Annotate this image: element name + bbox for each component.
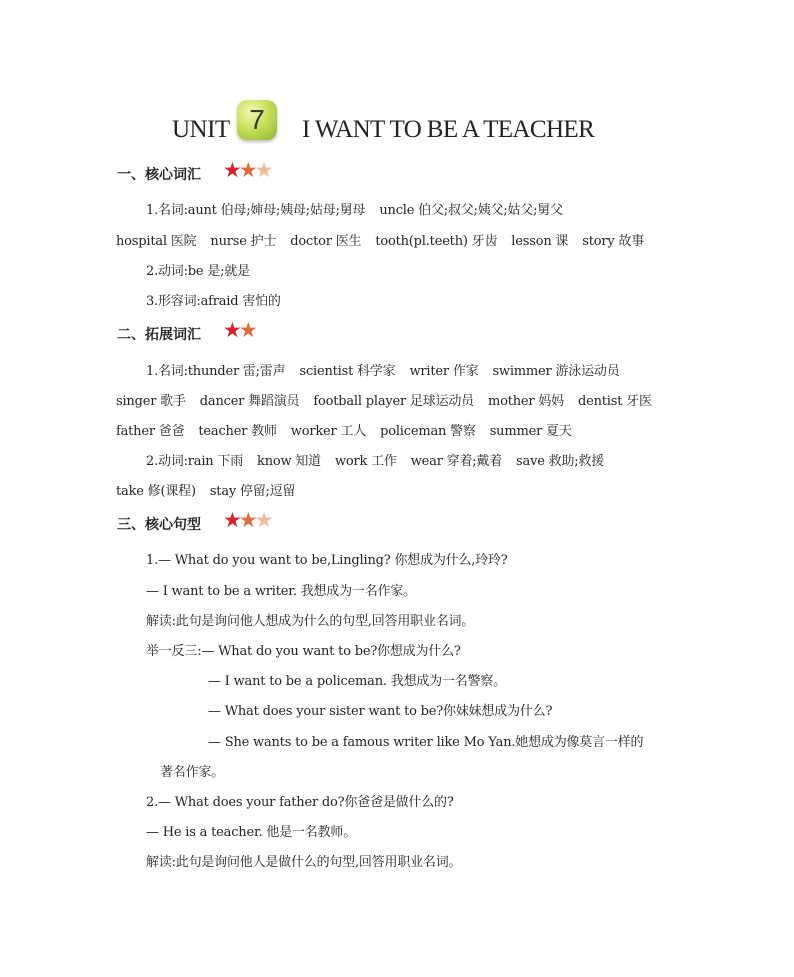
star-icon: ★ [254,508,274,532]
difficulty-stars [223,158,274,182]
sentence-line: 2.— What does your father do?你爸爸是做什么的? [146,795,454,810]
unit-number-badge: 7 [237,100,277,140]
text-line: 2.动词:be 是;就是 [146,264,250,279]
sentence-line: 1.— What do you want to be,Lingling? 你想成为什么,玲玲? [146,553,508,568]
sentence-line: — I want to be a policeman. 我想成为一名警察。 [208,674,506,689]
section-heading: 三、核心句型 [117,517,201,533]
star-icon: ★ [254,158,274,182]
sentence-line: — He is a teacher. 他是一名教师。 [146,825,357,840]
sentence-line: 解读:此句是询问他人想成为什么的句型,回答用职业名词。 [146,614,475,629]
text-line: 2.动词:rain 下雨 know 知道 work 工作 wear 穿着;戴着 save 救助;救援 [146,454,605,469]
text-line: father 爸爸 teacher 教师 worker 工人 policeman 警察 summer 夏天 [116,424,572,439]
unit-title [0,100,794,150]
sentence-line: 著名作家。 [160,765,225,780]
unit-name: I WANT TO BE A TEACHER [302,116,595,143]
text-line: 1.名词:thunder 雷;雷声 scientist 科学家 writer 作家 swimmer 游泳运动员 [146,364,620,379]
text-line: take 修(课程) stay 停留;逗留 [116,484,296,499]
difficulty-stars [223,508,274,532]
star-icon: ★ [223,158,242,182]
section-heading: 二、拓展词汇 [117,327,201,343]
unit-label: UNIT [172,116,230,143]
sentence-line: 举一反三:— What do you want to be?你想成为什么? [146,644,461,659]
star-icon: ★ [223,508,242,532]
sentence-line: — What does your sister want to be?你妹妹想成为什么? [208,704,553,719]
section-heading: 一、核心词汇 [117,167,201,183]
difficulty-stars [223,318,258,342]
star-icon: ★ [238,158,258,182]
sentence-line: — I want to be a writer. 我想成为一名作家。 [146,584,416,599]
text-line: 1.名词:aunt 伯母;婶母;姨母;姑母;舅母 uncle 伯父;叔父;姨父;姑父;舅父 [146,203,563,218]
text-line: 3.形容词:afraid 害怕的 [146,294,281,309]
sentence-line: 解读:此句是询问他人是做什么的句型,回答用职业名词。 [146,855,462,870]
text-line: hospital 医院 nurse 护士 doctor 医生 tooth(pl.teeth) 牙齿 lesson 课 story 故事 [116,234,645,249]
star-icon: ★ [238,318,258,342]
text-line: singer 歌手 dancer 舞蹈演员 football player 足球运动员 mother 妈妈 dentist 牙医 [116,394,652,409]
star-icon: ★ [223,318,242,342]
sentence-line: — She wants to be a famous writer like Mo Yan.她想成为像莫言一样的 [208,735,644,750]
star-icon: ★ [238,508,258,532]
